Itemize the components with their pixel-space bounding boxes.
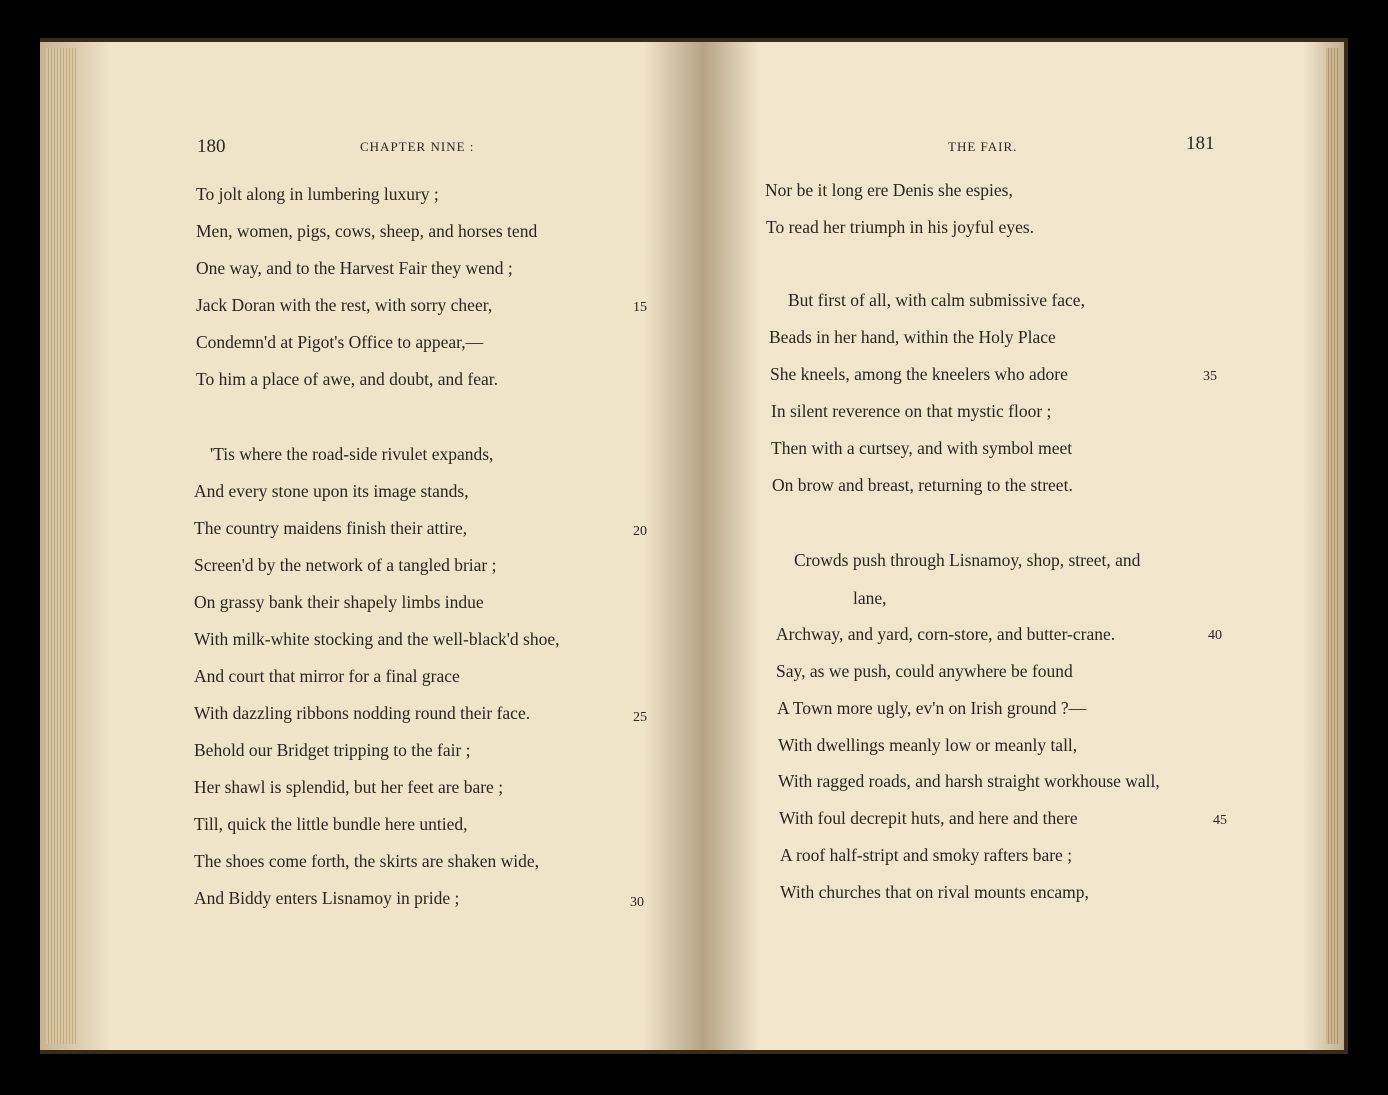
line-number: 40 bbox=[1208, 628, 1222, 643]
verse-line: And court that mirror for a final grace bbox=[194, 666, 460, 686]
verse-line: But first of all, with calm submissive face, bbox=[788, 290, 1085, 310]
line-number: 35 bbox=[1203, 369, 1217, 384]
verse-line: Her shawl is splendid, but her feet are bare ; bbox=[194, 777, 504, 797]
page-edges bbox=[46, 48, 76, 1044]
running-head: CHAPTER NINE : bbox=[360, 139, 475, 154]
verse-line: And every stone upon its image stands, bbox=[194, 481, 469, 501]
verse-line: Say, as we push, could anywhere be found bbox=[776, 661, 1073, 681]
verse-line: Then with a curtsey, and with symbol meet bbox=[771, 438, 1073, 458]
verse-line: Archway, and yard, corn-store, and butter-crane. bbox=[776, 624, 1116, 644]
verse-line: A roof half-stript and smoky rafters bare ; bbox=[780, 845, 1073, 865]
verse-line: To jolt along in lumbering luxury ; bbox=[196, 184, 439, 204]
verse-line: Till, quick the little bundle here untied, bbox=[194, 814, 468, 834]
running-head: THE FAIR. bbox=[948, 139, 1018, 154]
line-number: 25 bbox=[633, 710, 647, 725]
verse-line: With dazzling ribbons nodding round their face. bbox=[194, 703, 531, 723]
verse-line: In silent reverence on that mystic floor ; bbox=[771, 401, 1052, 421]
verse-line: Jack Doran with the rest, with sorry cheer, bbox=[196, 295, 493, 315]
verse-line: With milk-white stocking and the well-black'd shoe, bbox=[194, 629, 560, 649]
verse-line: Crowds push through Lisnamoy, shop, street, and bbox=[794, 550, 1141, 570]
page-number: 180 bbox=[197, 136, 226, 157]
verse-line: A Town more ugly, ev'n on Irish ground ?— bbox=[777, 698, 1087, 718]
line-number: 45 bbox=[1213, 813, 1227, 828]
verse-line: She kneels, among the kneelers who adore bbox=[770, 364, 1068, 384]
line-number: 20 bbox=[633, 524, 647, 539]
verse-line: Behold our Bridget tripping to the fair ; bbox=[194, 740, 471, 760]
verse-line: Nor be it long ere Denis she espies, bbox=[765, 180, 1013, 200]
verse-line: With ragged roads, and harsh straight workhouse wall, bbox=[778, 771, 1160, 791]
verse-line: With foul decrepit huts, and here and there bbox=[779, 808, 1078, 828]
verse-line: Screen'd by the network of a tangled briar ; bbox=[194, 555, 497, 575]
page-number: 181 bbox=[1186, 133, 1215, 154]
verse-line: The shoes come forth, the skirts are shaken wide, bbox=[194, 851, 540, 871]
verse-line: One way, and to the Harvest Fair they wend ; bbox=[196, 258, 513, 278]
verse-line: And Biddy enters Lisnamoy in pride ; bbox=[194, 888, 460, 908]
verse-line: With churches that on rival mounts encamp, bbox=[780, 882, 1089, 902]
line-number: 15 bbox=[633, 300, 647, 315]
page-edges bbox=[1326, 48, 1340, 1044]
verse-line: With dwellings meanly low or meanly tall, bbox=[778, 735, 1078, 755]
verse-line: 'Tis where the road-side rivulet expands, bbox=[210, 444, 494, 464]
open-book bbox=[40, 38, 1348, 1054]
right-page bbox=[704, 42, 1344, 1050]
verse-line: Men, women, pigs, cows, sheep, and horses tend bbox=[196, 221, 538, 241]
verse-line: The country maidens finish their attire, bbox=[194, 518, 468, 538]
left-page bbox=[40, 42, 705, 1050]
line-number: 30 bbox=[630, 895, 644, 910]
verse-line: To read her triumph in his joyful eyes. bbox=[766, 217, 1035, 237]
verse-line: On grassy bank their shapely limbs indue bbox=[194, 592, 484, 612]
verse-line: Condemn'd at Pigot's Office to appear,— bbox=[196, 332, 484, 352]
verse-line: To him a place of awe, and doubt, and fear. bbox=[196, 369, 498, 389]
verse-line: On brow and breast, returning to the street. bbox=[772, 475, 1073, 495]
verse-line: Beads in her hand, within the Holy Place bbox=[769, 327, 1056, 347]
verse-line: lane, bbox=[853, 588, 887, 608]
